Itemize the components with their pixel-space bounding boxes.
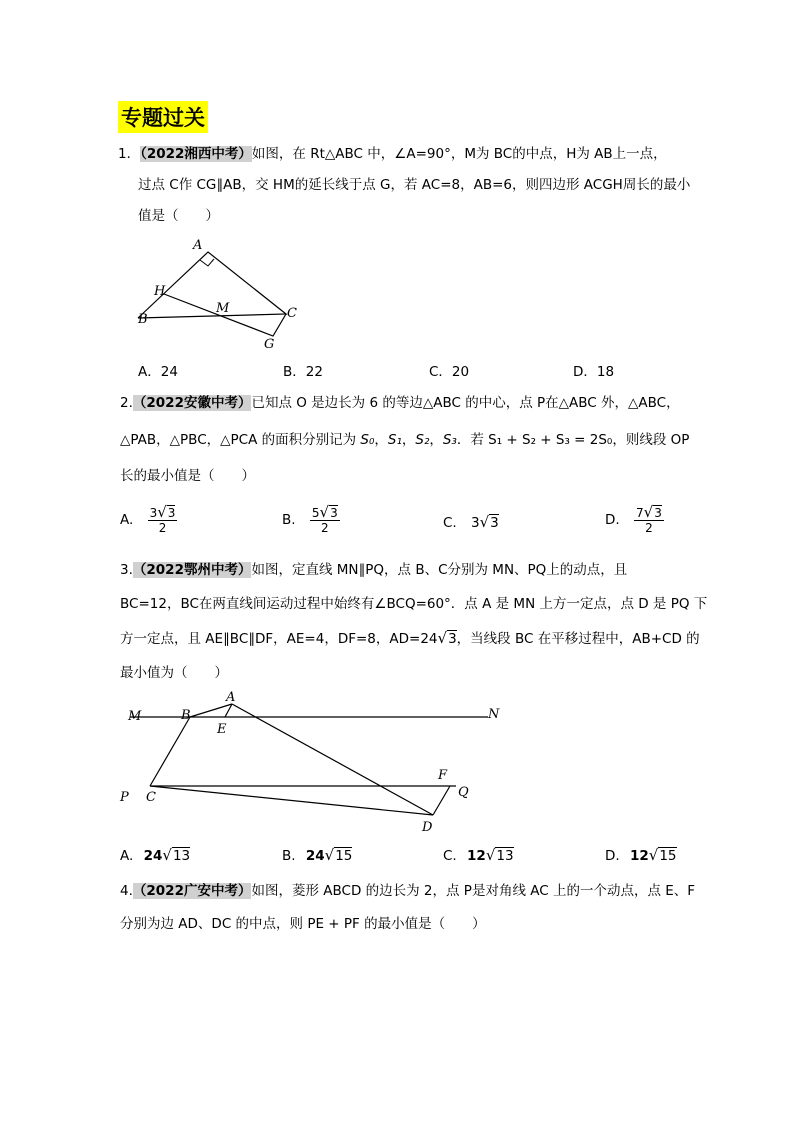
- label-g: G: [264, 337, 275, 352]
- option-a: A. 24√13: [120, 846, 191, 864]
- s2: S₂: [415, 432, 430, 448]
- question-2-line-2: △PAB，△PBC，△PCA 的面积分别记为 S₀，S₁，S₂，S₃．若 S₁ + S₂ + S₃ = 2S₀，则线段 OP: [120, 432, 690, 448]
- option-d: D. 12√15: [605, 846, 677, 864]
- fraction: $\frac{7√3}{2}$: [635, 503, 662, 535]
- label-a: A: [193, 238, 203, 253]
- question-text: 如图，菱形 ABCD 的边长为 2，点 P是对角线 AC 上的一个动点，点 E、F: [251, 883, 696, 899]
- label-h: H: [154, 284, 166, 299]
- segment-ad: [232, 704, 433, 815]
- label-b: B: [138, 312, 148, 327]
- question-3-line-1: [120, 560, 627, 580]
- label-q: Q: [458, 785, 469, 800]
- question-number: 4.: [120, 883, 133, 899]
- segment-bc: [150, 717, 190, 786]
- question-1-line-1: [118, 144, 667, 164]
- option-b: B．22: [283, 364, 323, 380]
- source-tag: （2022湘西中考）: [140, 146, 252, 162]
- option-a: A．24: [138, 364, 178, 380]
- label-b: B: [181, 708, 191, 723]
- label-c: C: [146, 790, 156, 805]
- option-b: B. 24√15: [282, 846, 353, 864]
- question-2-line-1: [120, 393, 680, 413]
- question-1-line-2: 过点 C作 CG∥AB，交 HM的延长线于点 G，若 AC=8，AB=6，则四边形 ACGH周长的最小: [138, 177, 691, 193]
- label-f: F: [438, 768, 448, 783]
- label-n: N: [488, 707, 500, 722]
- question-number: 3.: [120, 562, 133, 578]
- area-condition: ．若 S₁ + S₂ + S₃ = 2S₀: [456, 432, 613, 448]
- right-angle-mark: [200, 259, 214, 266]
- question-4-line-2: 分别为边 AD、DC 的中点，则 PE + PF 的最小值是（ ）: [120, 916, 486, 932]
- question-3-line-3: 方一定点，且 AE∥BC∥DF，AE=4，DF=8，AD=24√3，当线段 BC 在平移过程中，AB+CD 的: [120, 629, 700, 647]
- question-number: 1．: [118, 146, 141, 162]
- question-text: 已知点 O 是边长为 6 的等边△ABC 的中心，点 P在△ABC 外，△ABC，: [251, 395, 680, 411]
- question-4-line-1: [120, 881, 695, 901]
- segment-cd: [150, 786, 433, 815]
- label-a: A: [226, 690, 236, 705]
- label-m: M: [128, 709, 142, 724]
- option-c: C. 3√3: [443, 513, 499, 531]
- question-number: 2.: [120, 395, 133, 411]
- source-tag: （2022广安中考）: [132, 883, 252, 899]
- label-d: D: [422, 820, 433, 835]
- source-tag: （2022鄂州中考）: [132, 562, 252, 578]
- label-m: M: [216, 301, 230, 316]
- question-3-figure: [118, 688, 498, 838]
- option-b: B. $\frac{5√3}{2}$: [282, 503, 338, 535]
- option-d: D. $\frac{7√3}{2}$: [605, 503, 662, 535]
- fraction: $\frac{3√3}{2}$: [149, 503, 176, 535]
- s0: S₀: [360, 432, 375, 448]
- option-c: C．20: [429, 364, 470, 380]
- question-text: 如图，在 Rt△ABC 中，∠A=90°，M为 BC的中点，H为 AB上一点，: [251, 146, 667, 162]
- question-3-line-4: 最小值为（ ）: [120, 665, 228, 681]
- question-1-figure: [130, 232, 310, 354]
- option-a: A. $\frac{3√3}{2}$: [120, 503, 176, 535]
- question-3-line-2: BC=12，BC在两直线间运动过程中始终有∠BCQ=60°．点 A 是 MN 上方一定点，点 D 是 PQ 下: [120, 596, 708, 612]
- option-d: D．18: [573, 364, 615, 380]
- page-title: 专题过关: [118, 101, 208, 133]
- label-c: C: [287, 306, 297, 321]
- question-2-line-3: 长的最小值是（ ）: [120, 468, 255, 484]
- s1: S₁: [387, 432, 402, 448]
- label-e: E: [217, 722, 227, 737]
- s3: S₃: [442, 432, 457, 448]
- question-1-line-3: 值是（ ）: [138, 208, 219, 224]
- fraction: $\frac{5√3}{2}$: [311, 503, 338, 535]
- option-c: C. 12√13: [443, 846, 514, 864]
- segment-df: [433, 786, 450, 815]
- source-tag: （2022安徽中考）: [132, 395, 252, 411]
- label-p: P: [120, 790, 129, 805]
- question-text: 如图，定直线 MN∥PQ，点 B、C分别为 MN、PQ上的动点，且: [251, 562, 628, 578]
